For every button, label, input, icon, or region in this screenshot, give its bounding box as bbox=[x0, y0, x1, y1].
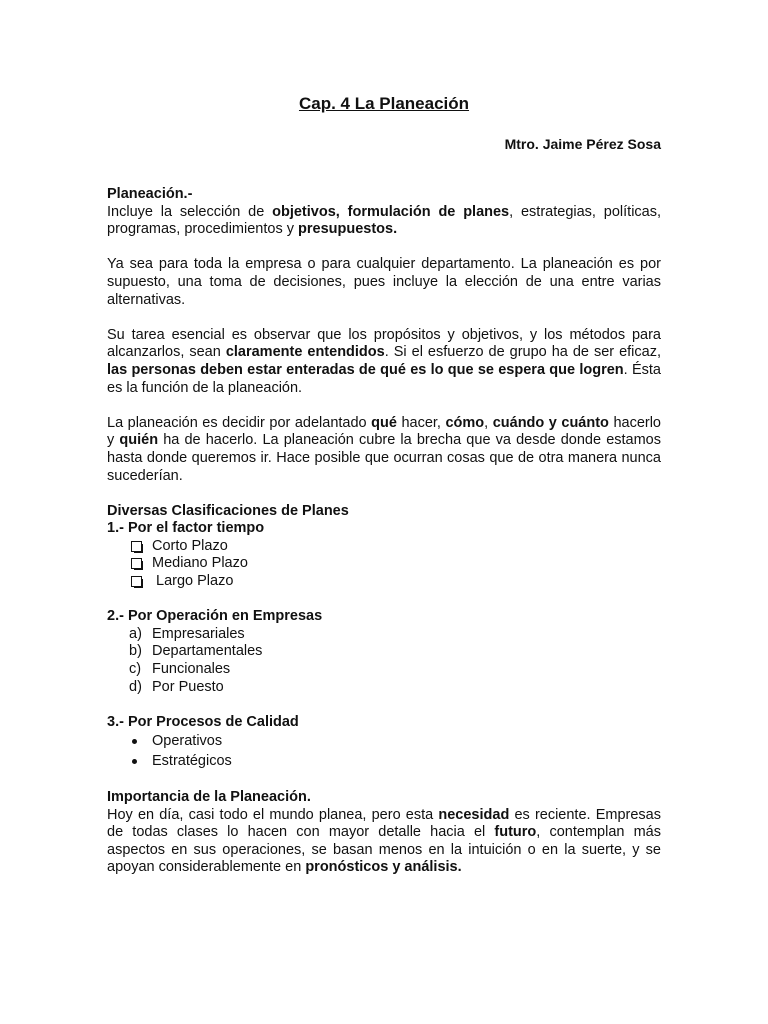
list-item-label: Empresariales bbox=[152, 625, 245, 642]
text-run: , contemplan más aspectos en sus operaciones, se basan menos en la intuición o en la suerte, y se apoyan considerablemente en bbox=[107, 824, 661, 876]
text-run: Su tarea esencial es observar que los propósitos y objetivos, y los métodos para alcanzarlos, sean bbox=[107, 326, 661, 361]
bold-run: pronósticos y análisis. bbox=[305, 859, 462, 876]
bullet-icon bbox=[132, 739, 137, 744]
bold-run: presupuestos. bbox=[298, 221, 398, 238]
group-heading-quality: 3.- Por Procesos de Calidad bbox=[107, 713, 299, 730]
lettered-list bbox=[107, 626, 661, 696]
spacer bbox=[107, 591, 661, 609]
list-item bbox=[107, 731, 661, 751]
checkbox-list bbox=[107, 538, 661, 591]
checkbox-icon bbox=[131, 558, 142, 569]
paragraph-importance bbox=[107, 807, 661, 877]
list-item bbox=[107, 626, 661, 644]
paragraph-what-how bbox=[107, 415, 661, 485]
text-run: ha de hacerlo. La planeación cubre la brecha que va desde donde estamos hasta donde queremos ir. Hace posible que ocurran cosas que de otra manera nunca sucederían. bbox=[107, 432, 661, 484]
list-item bbox=[107, 643, 661, 661]
bold-run: las personas deben estar enteradas de qué es lo que se espera que logren bbox=[107, 361, 624, 378]
list-item bbox=[107, 538, 661, 556]
bold-run: objetivos, formulación de planes bbox=[272, 203, 510, 220]
bullet-icon bbox=[132, 759, 137, 764]
author-name: Mtro. Jaime Pérez Sosa bbox=[504, 136, 661, 152]
list-item bbox=[107, 573, 661, 591]
bold-run: claramente entendidos bbox=[225, 344, 385, 361]
bullet-list bbox=[107, 731, 661, 771]
bold-run: cuándo y cuánto bbox=[492, 414, 609, 431]
text-run: . Si el esfuerzo de grupo ha de ser eficaz, bbox=[384, 344, 662, 361]
list-marker: d) bbox=[129, 678, 142, 695]
spacer bbox=[107, 696, 661, 714]
list-item-label: Departamentales bbox=[152, 643, 263, 660]
list-marker: b) bbox=[129, 643, 142, 660]
text-run: es reciente. Empresas de todas clases lo hacen con mayor detalle hacia el bbox=[107, 806, 661, 841]
list-item-label: Operativos bbox=[152, 733, 223, 750]
list-marker: c) bbox=[129, 661, 142, 678]
list-item bbox=[107, 555, 661, 573]
list-item-label: Por Puesto bbox=[152, 678, 224, 695]
list-item-label: Estratégicos bbox=[152, 753, 232, 770]
text-run: Incluye la selección de bbox=[107, 203, 273, 220]
document-body bbox=[107, 186, 661, 877]
list-marker: a) bbox=[129, 625, 142, 642]
text-run: Hoy en día, casi todo el mundo planea, pero esta bbox=[107, 806, 439, 823]
list-item-label: Funcionales bbox=[152, 661, 231, 678]
bold-run: qué bbox=[371, 414, 397, 431]
section-heading-classifications: Diversas Clasificaciones de Planes bbox=[107, 502, 349, 519]
group-heading-operation: 2.- Por Operación en Empresas bbox=[107, 608, 323, 625]
spacer bbox=[107, 771, 661, 789]
list-item bbox=[107, 679, 661, 697]
bold-run: necesidad bbox=[438, 806, 510, 823]
list-item-label: Corto Plazo bbox=[152, 537, 228, 554]
group-heading-time: 1.- Por el factor tiempo bbox=[107, 520, 265, 537]
paragraph-task bbox=[107, 327, 661, 397]
spacer bbox=[107, 309, 661, 327]
bold-run: cómo bbox=[445, 414, 485, 431]
list-item bbox=[107, 751, 661, 771]
list-item-label: Largo Plazo bbox=[156, 573, 234, 590]
section-heading-importance: Importancia de la Planeación. bbox=[107, 789, 311, 805]
text-run: . Ésta es la función de la planeación. bbox=[107, 361, 661, 396]
spacer bbox=[107, 239, 661, 257]
text-run: , estrategias, políticas, programas, procedimientos y bbox=[107, 203, 662, 238]
paragraph-decision: Ya sea para toda la empresa o para cualquier departamento. La planeación es por supuesto, una toma de decisiones, pues incluye la elección de una entre varias alternativas. bbox=[107, 256, 661, 308]
list-item bbox=[107, 661, 661, 679]
list-item-label: Mediano Plazo bbox=[152, 555, 248, 572]
bold-run: quién bbox=[119, 432, 159, 449]
text-run: hacerlo y bbox=[107, 414, 661, 449]
spacer bbox=[107, 485, 661, 503]
text-run: , bbox=[484, 414, 493, 431]
section-heading-planeacion: Planeación.- bbox=[107, 186, 193, 202]
spacer bbox=[107, 397, 661, 415]
checkbox-icon bbox=[131, 576, 142, 587]
page-title: Cap. 4 La Planeación bbox=[298, 94, 470, 113]
text-run: La planeación es decidir por adelantado bbox=[107, 414, 372, 431]
paragraph-definition bbox=[107, 204, 661, 239]
checkbox-icon bbox=[131, 541, 142, 552]
text-run: hacer, bbox=[396, 414, 446, 431]
bold-run: futuro bbox=[494, 824, 537, 841]
